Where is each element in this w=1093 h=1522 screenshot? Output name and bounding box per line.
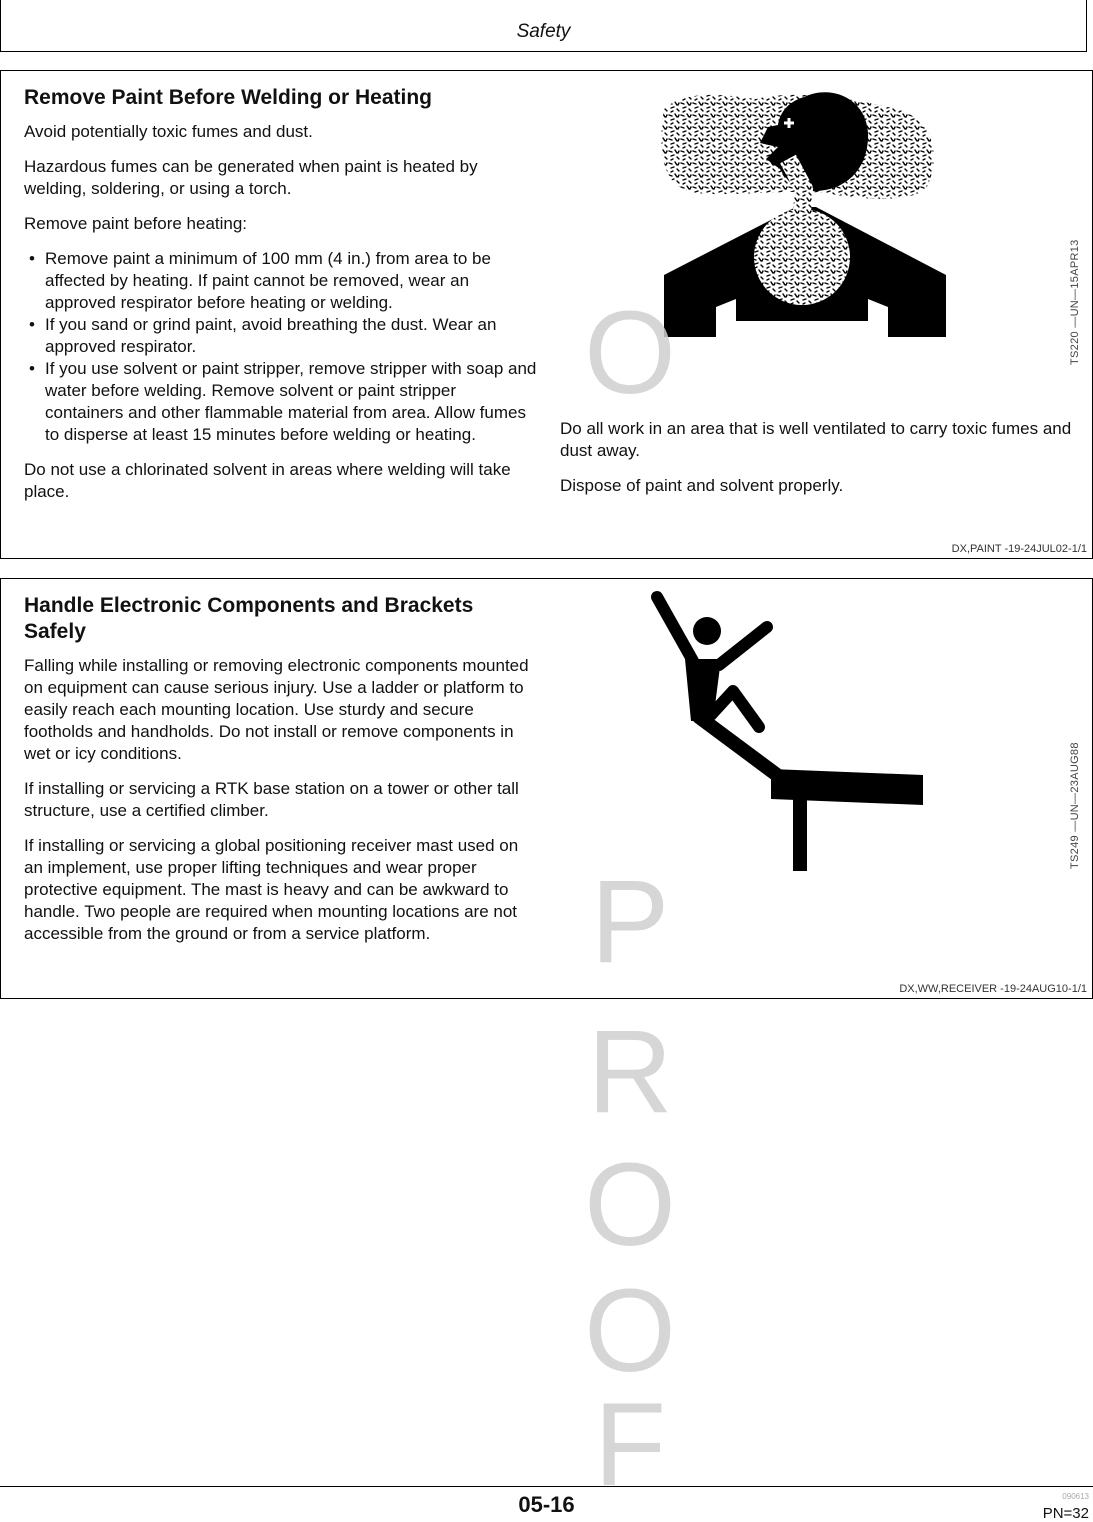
section-electronic-components [0,578,1093,999]
watermark-letter-glyph: O [584,287,676,419]
page-header [0,0,1087,52]
section-body-left [24,593,539,958]
footer-divider [0,1486,1093,1487]
paragraph: Do not use a chlorinated solvent in areas where welding will take place. [24,460,511,501]
paragraph: If installing or servicing a RTK base station on a tower or other tall structure, use a certified climber. [24,779,519,820]
toxic-fumes-illustration [656,89,946,321]
figure-code: TS249 —UN—23AUG88 [1069,742,1081,869]
watermark-letter: O [584,1139,676,1271]
falling-person-icon [641,587,941,877]
section-heading: Handle Electronic Components and Brackets Safely [24,594,474,643]
reference-code: DX,PAINT -19-24JUL02-1/1 [951,543,1087,555]
reference-code: DX,WW,RECEIVER -19-24AUG10-1/1 [899,983,1087,995]
watermark-letter: F [593,1379,667,1511]
section-body-left [24,85,539,516]
paragraph: Remove paint before heating: [24,214,248,233]
paragraph: Avoid potentially toxic fumes and dust. [24,122,313,141]
paragraph: Falling while installing or removing electronic components mounted on equipment can cause serious injury. Use a ladder or platform to easily reach each mounting location. Use sturdy and secure footholds and handholds. Do not install or remove components in wet or icy conditions. [24,656,529,763]
section-remove-paint [0,70,1093,559]
paragraph: Hazardous fumes can be generated when paint is heated by welding, soldering, or using a torch. [24,157,478,198]
bullet-list [24,248,539,446]
bullet-item: • If you use solvent or paint stripper, remove stripper with soap and water before welding. Remove solvent or paint stripper containers and other flammable material from area. Allow fumes to disperse at least 15 minutes before welding or heating. [24,358,539,446]
paragraph: If installing or servicing a global positioning receiver mast used on an implement, use proper lifting techniques and wear proper protective equipment. The mast is heavy and can be awkward to handle. Two people are required when mounting locations are not accessible from the ground or from a service platform. [24,836,519,943]
footer-pn: PN=32 [1042,1505,1089,1522]
footer-small-code: 090613 [1062,1492,1089,1501]
section-body-right [560,418,1075,510]
figure-code: TS220 —UN—15APR13 [1069,239,1081,365]
header-title: Safety [516,21,571,42]
paragraph: Dispose of paint and solvent properly. [560,476,844,495]
bullet-item: • Remove paint a minimum of 100 mm (4 in.) from area to be affected by heating. If paint cannot be removed, wear an approved respirator before heating or welding. [24,248,539,314]
page-number: 05-16 [518,1492,575,1517]
section-heading: Remove Paint Before Welding or Heating [24,86,433,109]
watermark-letter: P [590,856,670,988]
bullet-item: • If you sand or grind paint, avoid breathing the dust. Wear an approved respirator. [24,314,539,358]
paragraph: Do all work in an area that is well ventilated to carry toxic fumes and dust away. [560,419,1072,460]
watermark-letter: O [584,1265,676,1397]
watermark-letter: R [587,1006,673,1138]
